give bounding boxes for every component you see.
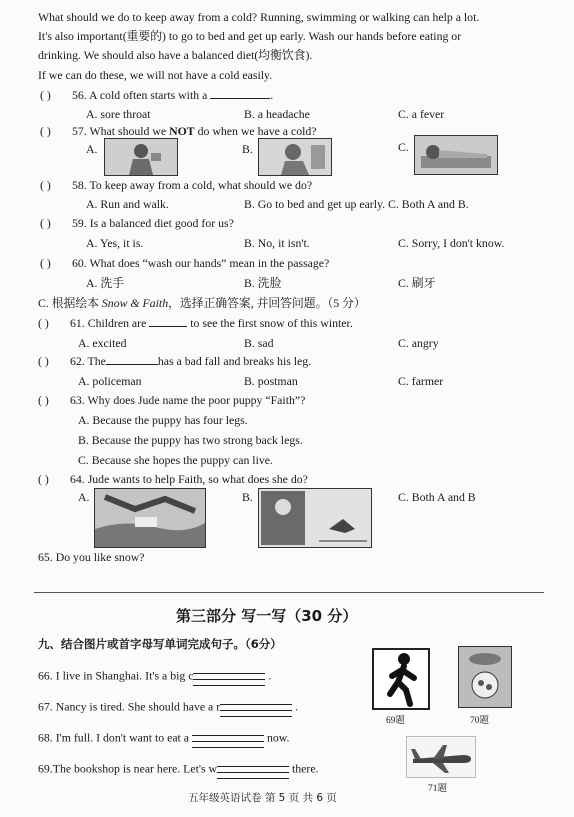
q62-blank[interactable] [106,364,158,365]
q56-option-b[interactable]: B. a headache [244,107,310,121]
q57-option-a[interactable]: A. [86,142,98,156]
passage-line-4: If we can do these, we will not have a cold easily. [38,68,273,82]
section-c-heading: C. 根据绘本 Snow & Faith，选择正确答案, 并回答问题。（5 分） [38,296,366,310]
q61-blank[interactable] [149,326,187,327]
q59-option-c[interactable]: C. Sorry, I don't know. [398,236,505,250]
q60-option-a[interactable]: A. 洗手 [86,276,125,290]
q57-picture-c[interactable] [414,135,498,175]
q56-paren[interactable]: ( ) [40,88,51,102]
picture-71-airplane [406,736,476,778]
q61-option-b[interactable]: B. sad [244,336,274,350]
q67-write-lines[interactable] [220,699,292,717]
q62-stem: 62. The has a bad fall and breaks his leg. [70,354,312,368]
q57-stem: 57. What should we NOT do when we have a cold? [72,124,317,138]
q69-sentence: 69.The bookshop is near here. Let's w there. [38,761,319,779]
q63-option-a[interactable]: A. Because the puppy has four legs. [78,413,248,427]
q68-sentence: 68. I'm full. I don't want to eat a now. [38,730,289,748]
q64-picture-b[interactable] [258,488,372,548]
q58-stem: 58. To keep away from a cold, what should we do? [72,178,313,192]
q61-stem: 61. Children are to see the first snow of this winter. [70,316,353,330]
caption-71: 71题 [428,784,448,794]
q57-option-b[interactable]: B. [242,142,253,156]
q61-option-c[interactable]: C. angry [398,336,439,350]
passage-line-2: It's also important(重要的) to go to bed and get up early. Wash our hands before eating or [38,29,462,43]
picture-70-food [458,646,512,708]
q59-paren[interactable]: ( ) [40,216,51,230]
q58-option-bc[interactable]: B. Go to bed and get up early. C. Both A and B. [244,197,469,211]
q66-write-lines[interactable] [193,668,265,686]
q56-option-a[interactable]: A. sore throat [86,107,151,121]
part3-title: 第三部分 写一写（30 分） [176,607,358,625]
q60-paren[interactable]: ( ) [40,256,51,270]
q57-option-c[interactable]: C. [398,140,409,154]
q57-paren[interactable]: ( ) [40,124,51,138]
q65-question[interactable]: 65. Do you like snow? [38,550,145,564]
q63-option-b[interactable]: B. Because the puppy has two strong back legs. [78,433,303,447]
section-divider [34,592,544,593]
q62-option-c[interactable]: C. farmer [398,374,444,388]
q63-stem: 63. Why does Jude name the poor puppy “Faith”? [70,393,306,407]
q67-sentence: 67. Nancy is tired. She should have a r . [38,699,298,717]
page-footer: 五年级英语试卷 第 5 页 共 6 页 [188,792,337,804]
q59-option-b[interactable]: B. No, it isn't. [244,236,310,250]
q62-paren[interactable]: ( ) [38,354,49,368]
q61-paren[interactable]: ( ) [38,316,49,330]
q57-picture-a[interactable] [104,138,178,176]
q58-option-a[interactable]: A. Run and walk. [86,197,169,211]
q64-stem: 64. Jude wants to help Faith, so what does she do? [70,472,308,486]
q56-blank[interactable] [210,98,270,99]
q56-option-c[interactable]: C. a fever [398,107,445,121]
q60-option-c[interactable]: C. 刷牙 [398,276,436,290]
caption-70: 70题 [470,716,490,726]
q57-picture-b[interactable] [258,138,332,176]
q56-stem: 56. A cold often starts with a . [72,88,274,102]
passage-line-3: drinking. We should also have a balanced diet(均衡饮食). [38,48,313,62]
q64-option-b[interactable]: B. [242,490,253,504]
q60-option-b[interactable]: B. 洗脸 [244,276,282,290]
q68-write-lines[interactable] [192,730,264,748]
q62-option-a[interactable]: A. policeman [78,374,142,388]
q66-sentence: 66. I live in Shanghai. It's a big c . [38,668,271,686]
q61-option-a[interactable]: A. excited [78,336,127,350]
q64-option-c[interactable]: C. Both A and B [398,490,476,504]
q59-option-a[interactable]: A. Yes, it is. [86,236,144,250]
picture-69-walking [372,648,430,710]
section-9-heading: 九、结合图片或首字母写单词完成句子。（6分） [38,637,282,651]
q64-option-a[interactable]: A. [78,490,90,504]
q69-write-lines[interactable] [217,761,289,779]
q58-paren[interactable]: ( ) [40,178,51,192]
q60-stem: 60. What does “wash our hands” mean in the passage? [72,256,330,270]
passage-line-1: What should we do to keep away from a cold? Running, swimming or walking can help a lot. [38,10,480,24]
q63-option-c[interactable]: C. Because she hopes the puppy can live. [78,453,273,467]
q59-stem: 59. Is a balanced diet good for us? [72,216,234,230]
q64-paren[interactable]: ( ) [38,472,49,486]
q64-picture-a[interactable] [94,488,206,548]
q63-paren[interactable]: ( ) [38,393,49,407]
caption-69: 69题 [386,716,406,726]
q62-option-b[interactable]: B. postman [244,374,298,388]
